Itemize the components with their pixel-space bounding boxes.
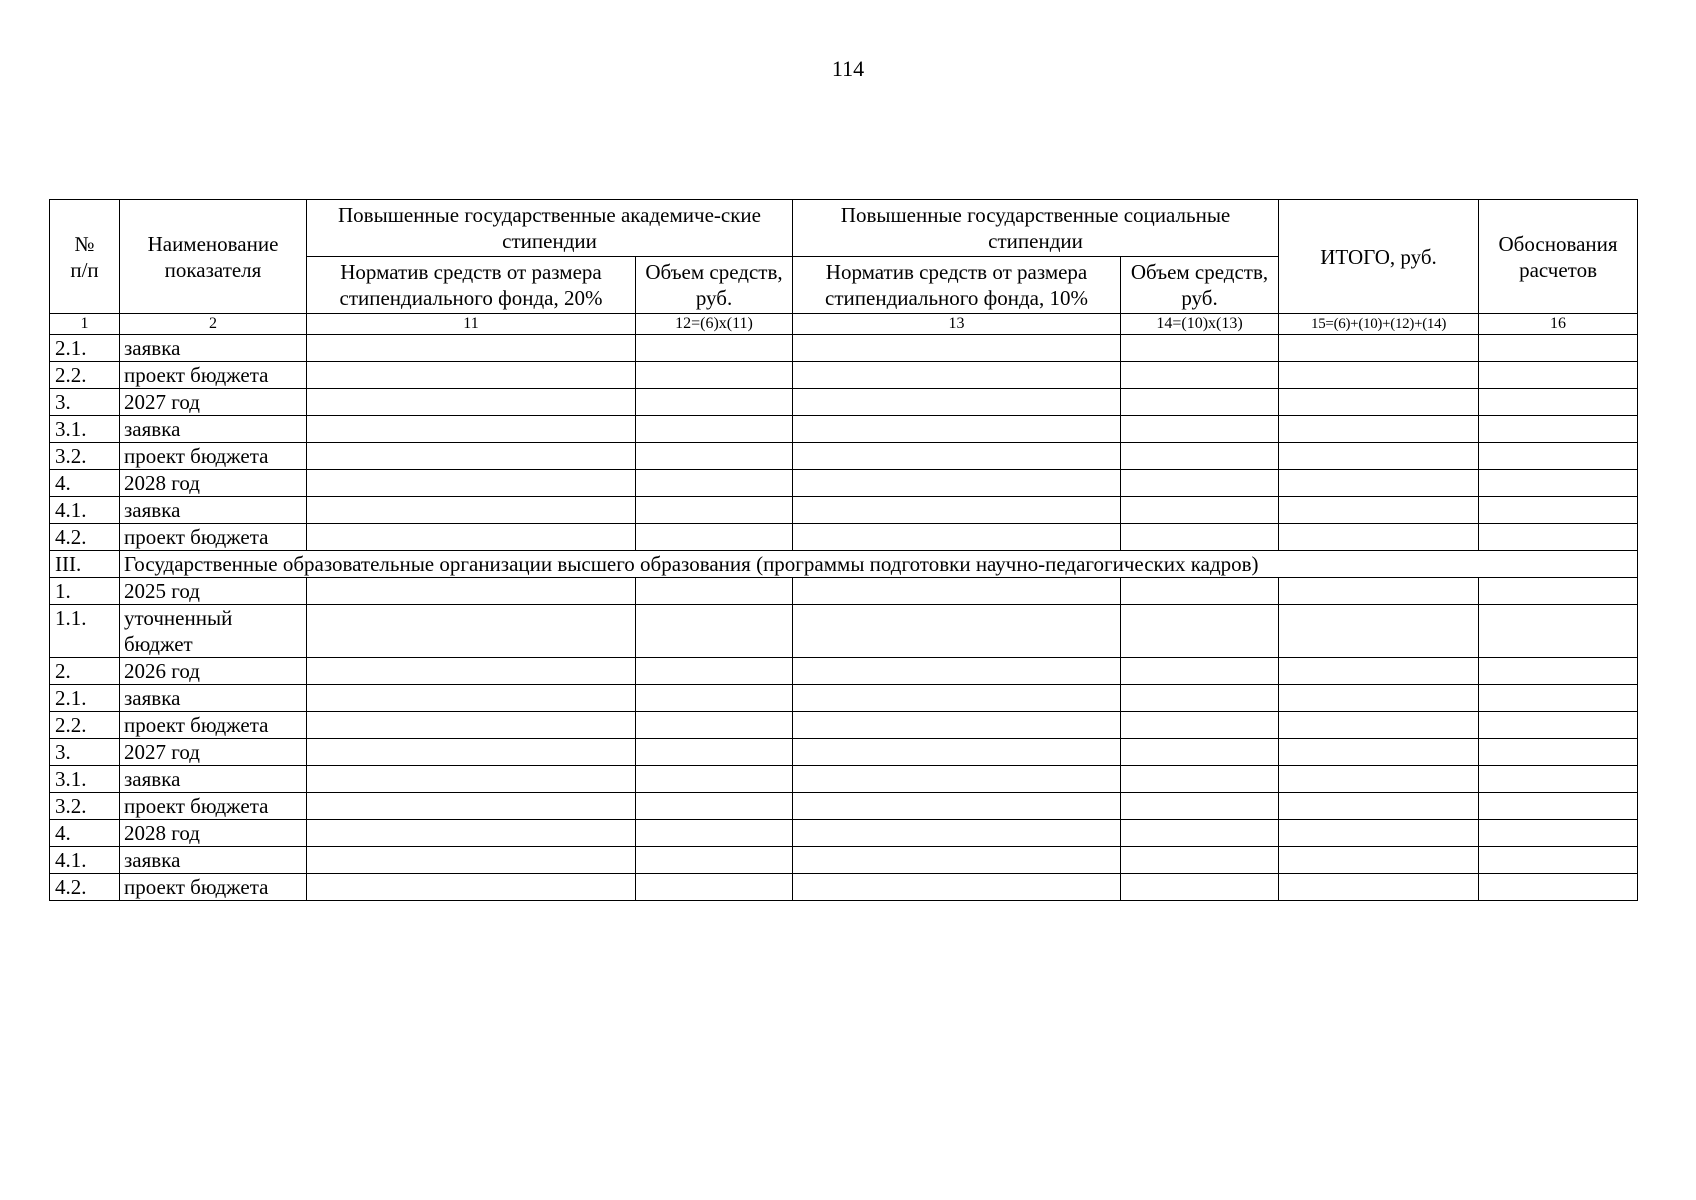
table-row <box>50 739 1638 766</box>
table-row <box>50 685 1638 712</box>
row-name: проект бюджета <box>120 712 307 739</box>
section-row <box>50 551 1638 578</box>
row-number: 2.1. <box>50 685 120 712</box>
row-name: 2026 год <box>120 658 307 685</box>
table-row <box>50 470 1638 497</box>
row-name: заявка <box>120 847 307 874</box>
table-row <box>50 389 1638 416</box>
row-name: 2027 год <box>120 739 307 766</box>
table-row <box>50 712 1638 739</box>
row-number: 3.2. <box>50 793 120 820</box>
column-number: 16 <box>1479 314 1638 335</box>
section-title: Государственные образовательные организации высшего образования (программы подготовки научно-педагогических кадров) <box>120 551 1638 578</box>
row-name: 2028 год <box>120 470 307 497</box>
column-number: 13 <box>793 314 1121 335</box>
table-row <box>50 847 1638 874</box>
row-number: 4.1. <box>50 847 120 874</box>
row-number: 3.1. <box>50 416 120 443</box>
row-number: 3. <box>50 389 120 416</box>
table-row <box>50 820 1638 847</box>
header-row-number: № п/п <box>50 200 120 314</box>
row-name: заявка <box>120 497 307 524</box>
table-row <box>50 416 1638 443</box>
row-number: 1.1. <box>50 605 120 658</box>
row-name: заявка <box>120 685 307 712</box>
row-number: 2. <box>50 658 120 685</box>
header-justification: Обоснования расчетов <box>1479 200 1638 314</box>
row-number: 2.1. <box>50 335 120 362</box>
row-name: проект бюджета <box>120 443 307 470</box>
row-name: проект бюджета <box>120 362 307 389</box>
header-academic-scholarships: Повышенные государственные академиче-ские стипендии <box>307 200 793 257</box>
table-row <box>50 605 1638 658</box>
table-row <box>50 497 1638 524</box>
page-number: 114 <box>831 56 865 81</box>
row-name: уточненный бюджет <box>120 605 307 658</box>
table-row <box>50 335 1638 362</box>
table-row <box>50 362 1638 389</box>
table-row <box>50 793 1638 820</box>
header-academic-volume: Объем средств, руб. <box>636 257 793 314</box>
row-number: 4. <box>50 820 120 847</box>
row-number: 2.2. <box>50 362 120 389</box>
row-name: 2027 год <box>120 389 307 416</box>
row-name: 2025 год <box>120 578 307 605</box>
row-name: заявка <box>120 335 307 362</box>
table-row <box>50 578 1638 605</box>
table-row <box>50 766 1638 793</box>
header-social-scholarships: Повышенные государственные социальные стипендии <box>793 200 1279 257</box>
row-name: заявка <box>120 766 307 793</box>
column-number: 2 <box>120 314 307 335</box>
header-indicator-name: Наименование показателя <box>120 200 307 314</box>
header-social-volume: Объем средств, руб. <box>1121 257 1279 314</box>
row-number: 4.2. <box>50 524 120 551</box>
header-total: ИТОГО, руб. <box>1279 200 1479 314</box>
scholarship-table <box>49 199 1638 901</box>
section-number: III. <box>50 551 120 578</box>
column-number: 12=(6)x(11) <box>636 314 793 335</box>
row-name: проект бюджета <box>120 524 307 551</box>
row-number: 1. <box>50 578 120 605</box>
row-name: 2028 год <box>120 820 307 847</box>
table-row <box>50 658 1638 685</box>
row-number: 3. <box>50 739 120 766</box>
row-name: проект бюджета <box>120 874 307 901</box>
row-number: 3.2. <box>50 443 120 470</box>
header-social-norm: Норматив средств от размера стипендиального фонда, 10% <box>793 257 1121 314</box>
row-number: 4. <box>50 470 120 497</box>
row-name: заявка <box>120 416 307 443</box>
column-number: 14=(10)x(13) <box>1121 314 1279 335</box>
table-row <box>50 874 1638 901</box>
table-row <box>50 443 1638 470</box>
row-number: 2.2. <box>50 712 120 739</box>
row-number: 3.1. <box>50 766 120 793</box>
column-number: 1 <box>50 314 120 335</box>
row-number: 4.2. <box>50 874 120 901</box>
header-academic-norm: Норматив средств от размера стипендиального фонда, 20% <box>307 257 636 314</box>
table-row <box>50 524 1638 551</box>
row-number: 4.1. <box>50 497 120 524</box>
row-name: проект бюджета <box>120 793 307 820</box>
column-number: 11 <box>307 314 636 335</box>
column-number: 15=(6)+(10)+(12)+(14) <box>1279 314 1479 335</box>
